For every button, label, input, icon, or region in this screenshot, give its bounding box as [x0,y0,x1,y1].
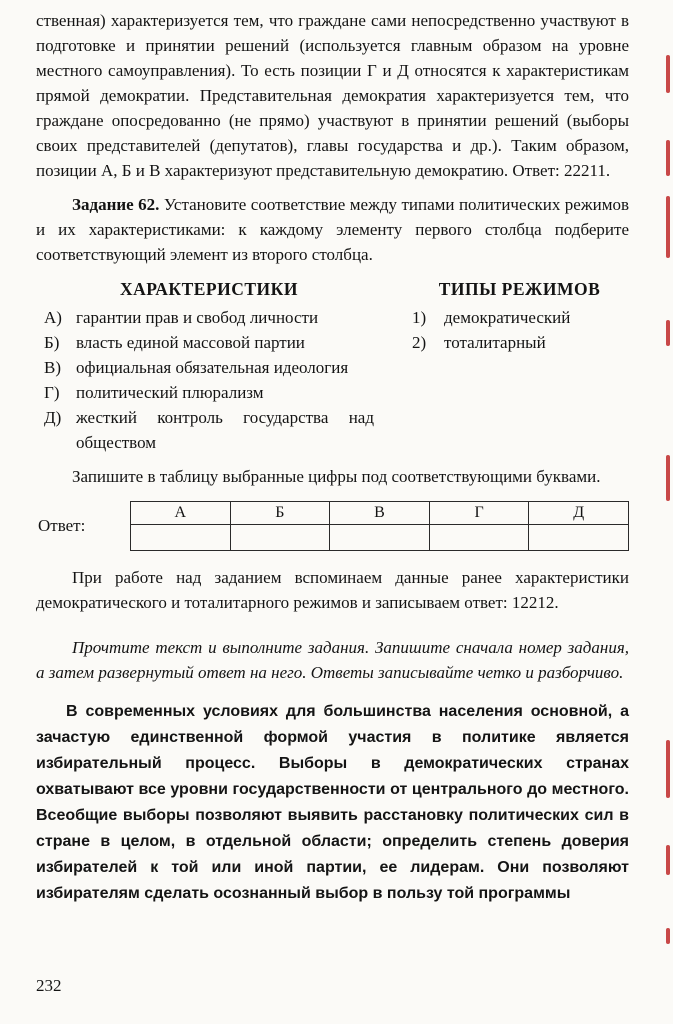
answer-table [130,501,629,551]
list-item [412,330,627,355]
scan-mark [666,196,670,258]
instructions-paragraph: Прочтите текст и выполните задания. Запишите сначала номер задания, а затем развернутый ответ на него. Ответы записывайте четко и разборчиво. [36,638,629,682]
item-text: жесткий контроль государства над обществом [76,408,374,452]
item-marker: Д) [44,408,62,427]
item-text: политический плюрализм [76,383,264,402]
item-marker: Г) [44,383,60,402]
page-number: 232 [36,976,62,995]
answer-table-header-row [131,502,629,525]
list-item [412,305,627,330]
task-62-label: Задание 62. [72,195,160,214]
answer-value-cell [529,525,629,551]
list-item [44,305,374,330]
scan-mark [666,740,670,798]
answer-value-cell [429,525,529,551]
scan-mark [666,455,670,501]
item-text: гарантии прав и свобод личности [76,308,319,327]
scan-mark [666,928,670,944]
answer-value-cell [131,525,231,551]
item-marker: 2) [412,333,427,352]
item-marker: Б) [44,333,60,352]
excerpt-paragraph: В современных условиях для большинства населения основной, а зачастую единственной формой участия в политике является избирательный процесс. Выборы в демократических странах охватывают все уровни государственности от центрального до местного. Всеобщие выборы позволяют выявить расстановку политических сил в стране в целом, в отдельной области; определить степень доверия избирателей к той или иной партии, ее лидерам. Они позволяют избирателям сделать осознанный выбор в пользу той программы [36,703,629,902]
list-item [44,330,374,355]
regime-types-column [412,277,627,455]
item-text: официальная обязательная идеология [76,358,349,377]
answer-value-cell [230,525,330,551]
write-in-table-paragraph: Запишите в таблицу выбранные цифры под соответствующими буквами. [72,467,601,486]
scan-mark [666,320,670,346]
solution-paragraph: При работе над заданием вспоминаем данные ранее характеристики демократического и тоталитарного режимов и записываем ответ: 12212. [36,568,629,612]
answer-header-cell: Г [429,502,529,525]
item-marker: 1) [412,308,427,327]
answer-table-blank-row [131,525,629,551]
task-62-text: Установите соответствие между типами политических режимов и их характеристиками: к каждому элементу первого столбца подберите соответствующий элемент из второго столбца. [36,195,629,264]
list-item [44,355,374,380]
matching-section [36,277,629,455]
item-text: демократический [444,308,571,327]
item-marker: А) [44,308,62,327]
answer-header-cell: А [131,502,231,525]
answer-header-cell: Д [529,502,629,525]
paragraph-continuation: ственная) характеризуется тем, что граждане сами непосредственно участвуют в подготовке и принятии решений (используется главным образом на уровне местного самоуправления). То есть позиции Г и Д относятся к характеристикам прямой демократии. Представительная демократия характеризуется тем, что граждане опосредованно (не прямо) участвуют в принятии решений (выборы своих представителей (депутатов), главы государства и др.). Таким образом, позиции А, Б и В характеризуют представительную демократию. Ответ: 22211. [36,11,629,180]
characteristics-column [44,277,374,455]
item-text: тоталитарный [444,333,546,352]
task-62-paragraph [36,192,629,267]
characteristics-title: ХАРАКТЕРИСТИКИ [120,279,298,299]
list-item [44,380,374,405]
list-item [44,405,374,455]
answer-header-cell: Б [230,502,330,525]
item-text: власть единой массовой партии [76,333,305,352]
scan-mark [666,140,670,176]
regime-types-title: ТИПЫ РЕЖИМОВ [438,279,601,299]
scan-mark [666,55,670,93]
answer-row [38,501,629,551]
answer-label: Ответ: [38,516,86,535]
item-marker: В) [44,358,61,377]
answer-header-cell: В [330,502,430,525]
scan-mark [666,845,670,875]
answer-value-cell [330,525,430,551]
